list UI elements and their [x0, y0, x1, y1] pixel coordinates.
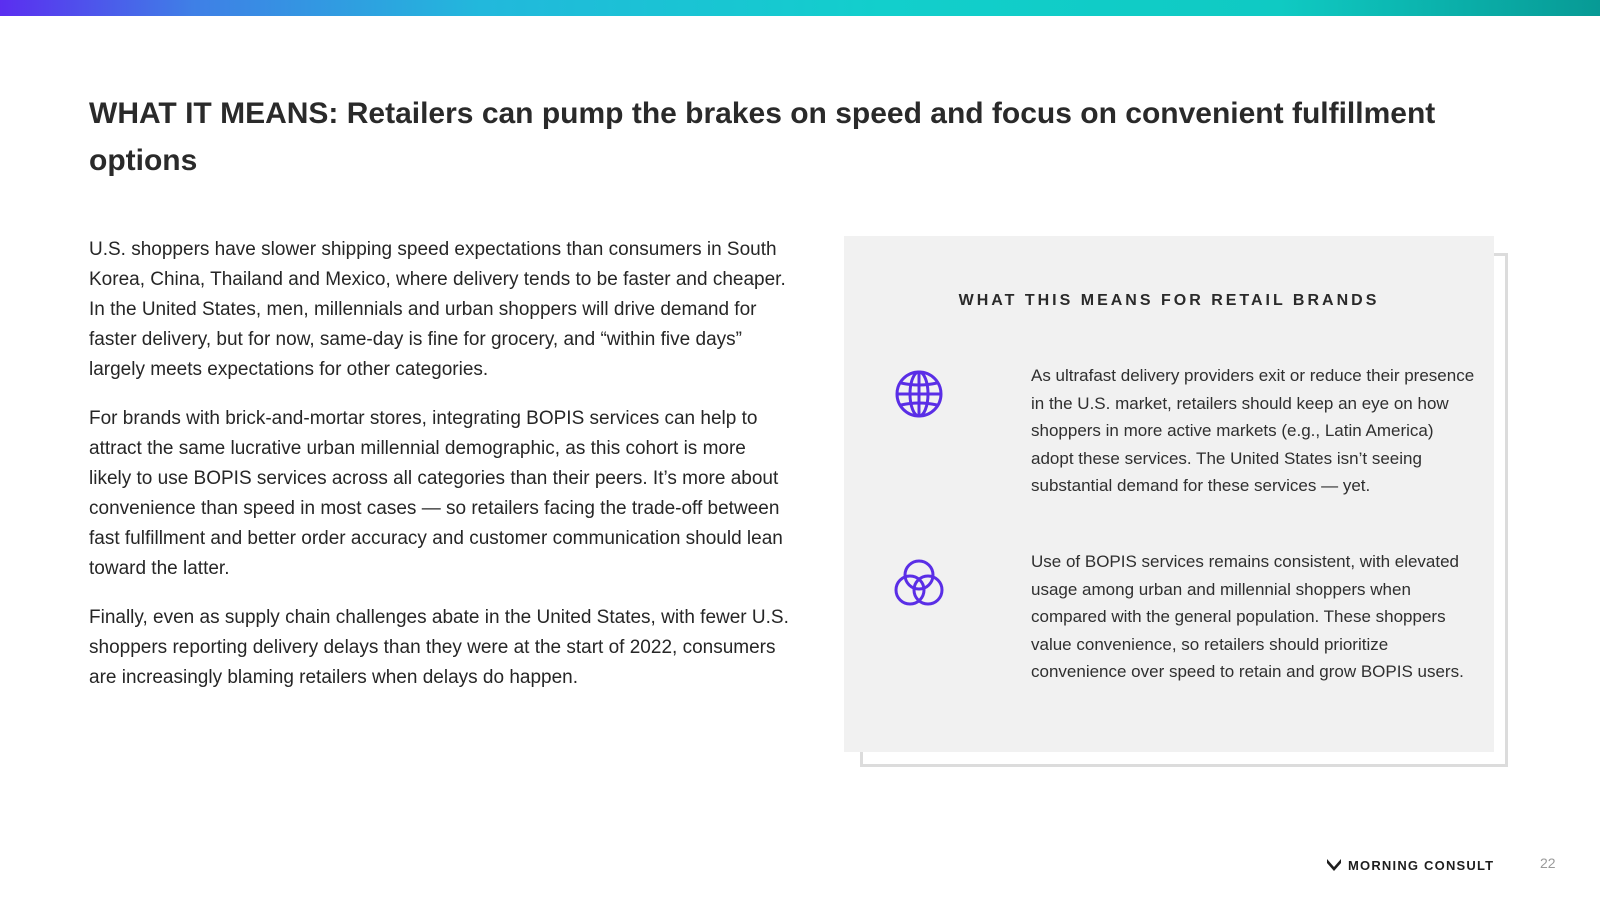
- page-number: 22: [1540, 855, 1556, 871]
- body-paragraph: For brands with brick-and-mortar stores, integrating BOPIS services can help to attract the same lucrative urban millennial demographic, as this cohort is more likely to use BOPIS services across all categories than their peers. It’s more about convenience than speed in most cases — so retailers facing the trade-off between fast fulfillment and better order accuracy and customer communication should lean toward the latter.: [89, 408, 783, 579]
- page-title: WHAT IT MEANS: Retailers can pump the brakes on speed and focus on convenient fulfillment options: [89, 97, 1436, 177]
- panel-heading: WHAT THIS MEANS FOR RETAIL BRANDS: [958, 292, 1380, 309]
- body-text: [89, 235, 789, 712]
- body-paragraph: Finally, even as supply chain challenges abate in the United States, with fewer U.S. shoppers reporting delivery delays than they were at the start of 2022, consumers are increasingly blaming retailers when delays do happen.: [89, 607, 789, 688]
- brand-name: MORNING CONSULT: [1348, 857, 1495, 873]
- globe-icon: [894, 369, 944, 419]
- panel-item-text: As ultrafast delivery providers exit or reduce their presence in the U.S. market, retailers should keep an eye on how shoppers in more active markets (e.g., Latin America) adopt these services. The United States isn’t seeing substantial demand for these services — yet.: [1031, 366, 1475, 495]
- body-paragraph: U.S. shoppers have slower shipping speed expectations than consumers in South Korea, China, Thailand and Mexico, where delivery tends to be faster and cheaper. In the United States, men, millennials and urban shoppers will drive demand for faster delivery, but for now, same-day is fine for grocery, and “within five days” largely meets expectations for other categories.: [89, 239, 786, 380]
- brand-logo: [1326, 855, 1494, 875]
- morning-consult-logo-icon: [1326, 858, 1342, 872]
- top-gradient-bar: [0, 0, 1600, 16]
- panel-item-text: Use of BOPIS services remains consistent, with elevated usage among urban and millennial shoppers when compared with the general population. These shoppers value convenience, so retailers should prioritize convenience over speed to retain and grow BOPIS users.: [1031, 552, 1464, 681]
- overlapping-circles-icon: [894, 558, 944, 608]
- retail-brands-panel: [844, 236, 1494, 752]
